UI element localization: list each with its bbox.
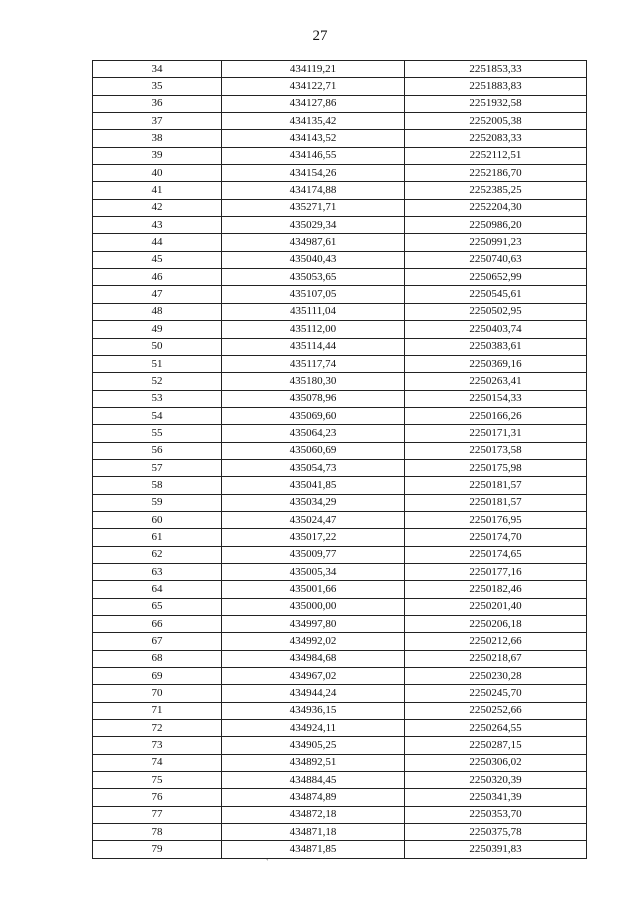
table-row <box>93 355 587 372</box>
point-number-cell: 72 <box>93 720 222 737</box>
y-coordinate-cell: 2250375,78 <box>405 824 587 841</box>
table-row <box>93 650 587 667</box>
table-row <box>93 546 587 563</box>
table-row <box>93 616 587 633</box>
x-coordinate-cell: 434987,61 <box>222 234 405 251</box>
table-row <box>93 234 587 251</box>
point-number-cell: 57 <box>93 459 222 476</box>
footer-mark: ` <box>266 858 269 867</box>
table-row <box>93 269 587 286</box>
table-row <box>93 563 587 580</box>
y-coordinate-cell: 2250502,95 <box>405 303 587 320</box>
table-row <box>93 529 587 546</box>
y-coordinate-cell: 2251883,83 <box>405 78 587 95</box>
x-coordinate-cell: 435069,60 <box>222 407 405 424</box>
point-number-cell: 46 <box>93 269 222 286</box>
point-number-cell: 43 <box>93 217 222 234</box>
point-number-cell: 55 <box>93 425 222 442</box>
y-coordinate-cell: 2250181,57 <box>405 477 587 494</box>
point-number-cell: 54 <box>93 407 222 424</box>
table-row <box>93 147 587 164</box>
x-coordinate-cell: 434874,89 <box>222 789 405 806</box>
x-coordinate-cell: 435112,00 <box>222 321 405 338</box>
x-coordinate-cell: 434174,88 <box>222 182 405 199</box>
point-number-cell: 77 <box>93 806 222 823</box>
x-coordinate-cell: 435107,05 <box>222 286 405 303</box>
y-coordinate-cell: 2250177,16 <box>405 563 587 580</box>
point-number-cell: 64 <box>93 581 222 598</box>
table-row <box>93 390 587 407</box>
point-number-cell: 75 <box>93 772 222 789</box>
y-coordinate-cell: 2250218,67 <box>405 650 587 667</box>
y-coordinate-cell: 2250353,70 <box>405 806 587 823</box>
x-coordinate-cell: 435064,23 <box>222 425 405 442</box>
table-row <box>93 754 587 771</box>
point-number-cell: 61 <box>93 529 222 546</box>
x-coordinate-cell: 434892,51 <box>222 754 405 771</box>
table-row <box>93 425 587 442</box>
point-number-cell: 68 <box>93 650 222 667</box>
y-coordinate-cell: 2251932,58 <box>405 95 587 112</box>
point-number-cell: 65 <box>93 598 222 615</box>
table-row <box>93 806 587 823</box>
y-coordinate-cell: 2250740,63 <box>405 251 587 268</box>
point-number-cell: 79 <box>93 841 222 858</box>
point-number-cell: 59 <box>93 494 222 511</box>
y-coordinate-cell: 2250263,41 <box>405 373 587 390</box>
point-number-cell: 69 <box>93 668 222 685</box>
y-coordinate-cell: 2250181,57 <box>405 494 587 511</box>
x-coordinate-cell: 435041,85 <box>222 477 405 494</box>
point-number-cell: 37 <box>93 113 222 130</box>
y-coordinate-cell: 2250391,83 <box>405 841 587 858</box>
x-coordinate-cell: 435060,69 <box>222 442 405 459</box>
x-coordinate-cell: 435029,34 <box>222 217 405 234</box>
y-coordinate-cell: 2250545,61 <box>405 286 587 303</box>
table-row <box>93 61 587 78</box>
x-coordinate-cell: 434884,45 <box>222 772 405 789</box>
table-row <box>93 824 587 841</box>
table-row <box>93 633 587 650</box>
table-row <box>93 182 587 199</box>
x-coordinate-cell: 435111,04 <box>222 303 405 320</box>
y-coordinate-cell: 2250174,65 <box>405 546 587 563</box>
y-coordinate-cell: 2250306,02 <box>405 754 587 771</box>
table-row <box>93 841 587 858</box>
point-number-cell: 56 <box>93 442 222 459</box>
y-coordinate-cell: 2250176,95 <box>405 511 587 528</box>
x-coordinate-cell: 435005,34 <box>222 563 405 580</box>
table-row <box>93 338 587 355</box>
y-coordinate-cell: 2250652,99 <box>405 269 587 286</box>
y-coordinate-cell: 2250174,70 <box>405 529 587 546</box>
table-row <box>93 737 587 754</box>
point-number-cell: 45 <box>93 251 222 268</box>
y-coordinate-cell: 2250264,55 <box>405 720 587 737</box>
table-row <box>93 286 587 303</box>
table-row <box>93 511 587 528</box>
y-coordinate-cell: 2252385,25 <box>405 182 587 199</box>
y-coordinate-cell: 2250154,33 <box>405 390 587 407</box>
point-number-cell: 35 <box>93 78 222 95</box>
x-coordinate-cell: 435114,44 <box>222 338 405 355</box>
x-coordinate-cell: 434135,42 <box>222 113 405 130</box>
table-row <box>93 217 587 234</box>
y-coordinate-cell: 2250986,20 <box>405 217 587 234</box>
table-row <box>93 685 587 702</box>
y-coordinate-cell: 2250201,40 <box>405 598 587 615</box>
table-row <box>93 165 587 182</box>
x-coordinate-cell: 435271,71 <box>222 199 405 216</box>
x-coordinate-cell: 434967,02 <box>222 668 405 685</box>
y-coordinate-cell: 2250245,70 <box>405 685 587 702</box>
y-coordinate-cell: 2250320,39 <box>405 772 587 789</box>
point-number-cell: 60 <box>93 511 222 528</box>
x-coordinate-cell: 434871,85 <box>222 841 405 858</box>
point-number-cell: 44 <box>93 234 222 251</box>
table-row <box>93 407 587 424</box>
table-row <box>93 199 587 216</box>
x-coordinate-cell: 434119,21 <box>222 61 405 78</box>
y-coordinate-cell: 2250171,31 <box>405 425 587 442</box>
y-coordinate-cell: 2252186,70 <box>405 165 587 182</box>
x-coordinate-cell: 434984,68 <box>222 650 405 667</box>
x-coordinate-cell: 435024,47 <box>222 511 405 528</box>
y-coordinate-cell: 2250230,28 <box>405 668 587 685</box>
point-number-cell: 48 <box>93 303 222 320</box>
x-coordinate-cell: 435017,22 <box>222 529 405 546</box>
x-coordinate-cell: 434872,18 <box>222 806 405 823</box>
x-coordinate-cell: 435078,96 <box>222 390 405 407</box>
x-coordinate-cell: 434997,80 <box>222 616 405 633</box>
point-number-cell: 58 <box>93 477 222 494</box>
table-row <box>93 95 587 112</box>
point-number-cell: 51 <box>93 355 222 372</box>
table-row <box>93 477 587 494</box>
table-row <box>93 442 587 459</box>
y-coordinate-cell: 2250287,15 <box>405 737 587 754</box>
x-coordinate-cell: 435180,30 <box>222 373 405 390</box>
table-row <box>93 598 587 615</box>
y-coordinate-cell: 2250175,98 <box>405 459 587 476</box>
y-coordinate-cell: 2250369,16 <box>405 355 587 372</box>
x-coordinate-cell: 434127,86 <box>222 95 405 112</box>
table-row <box>93 668 587 685</box>
point-number-cell: 39 <box>93 147 222 164</box>
x-coordinate-cell: 434936,15 <box>222 702 405 719</box>
point-number-cell: 50 <box>93 338 222 355</box>
point-number-cell: 70 <box>93 685 222 702</box>
point-number-cell: 38 <box>93 130 222 147</box>
table-row <box>93 789 587 806</box>
x-coordinate-cell: 434871,18 <box>222 824 405 841</box>
y-coordinate-cell: 2250383,61 <box>405 338 587 355</box>
x-coordinate-cell: 434122,71 <box>222 78 405 95</box>
page-number: 27 <box>312 28 328 44</box>
table-row <box>93 78 587 95</box>
x-coordinate-cell: 434992,02 <box>222 633 405 650</box>
point-number-cell: 53 <box>93 390 222 407</box>
table-row <box>93 113 587 130</box>
coordinates-table-body <box>93 61 587 859</box>
table-row <box>93 459 587 476</box>
x-coordinate-cell: 435053,65 <box>222 269 405 286</box>
point-number-cell: 78 <box>93 824 222 841</box>
point-number-cell: 41 <box>93 182 222 199</box>
point-number-cell: 34 <box>93 61 222 78</box>
point-number-cell: 42 <box>93 199 222 216</box>
x-coordinate-cell: 435054,73 <box>222 459 405 476</box>
point-number-cell: 36 <box>93 95 222 112</box>
table-row <box>93 581 587 598</box>
y-coordinate-cell: 2250212,66 <box>405 633 587 650</box>
y-coordinate-cell: 2251853,33 <box>405 61 587 78</box>
table-row <box>93 303 587 320</box>
y-coordinate-cell: 2252083,33 <box>405 130 587 147</box>
point-number-cell: 47 <box>93 286 222 303</box>
point-number-cell: 76 <box>93 789 222 806</box>
x-coordinate-cell: 435034,29 <box>222 494 405 511</box>
y-coordinate-cell: 2250173,58 <box>405 442 587 459</box>
point-number-cell: 67 <box>93 633 222 650</box>
y-coordinate-cell: 2250182,46 <box>405 581 587 598</box>
coordinates-table <box>92 60 587 859</box>
x-coordinate-cell: 434924,11 <box>222 720 405 737</box>
point-number-cell: 74 <box>93 754 222 771</box>
point-number-cell: 63 <box>93 563 222 580</box>
table-row <box>93 251 587 268</box>
x-coordinate-cell: 434944,24 <box>222 685 405 702</box>
point-number-cell: 52 <box>93 373 222 390</box>
x-coordinate-cell: 435001,66 <box>222 581 405 598</box>
x-coordinate-cell: 434146,55 <box>222 147 405 164</box>
table-row <box>93 772 587 789</box>
point-number-cell: 49 <box>93 321 222 338</box>
point-number-cell: 66 <box>93 616 222 633</box>
y-coordinate-cell: 2252112,51 <box>405 147 587 164</box>
table-row <box>93 130 587 147</box>
x-coordinate-cell: 434154,26 <box>222 165 405 182</box>
x-coordinate-cell: 435117,74 <box>222 355 405 372</box>
table-row <box>93 494 587 511</box>
table-row <box>93 321 587 338</box>
x-coordinate-cell: 434905,25 <box>222 737 405 754</box>
point-number-cell: 71 <box>93 702 222 719</box>
y-coordinate-cell: 2250403,74 <box>405 321 587 338</box>
y-coordinate-cell: 2250252,66 <box>405 702 587 719</box>
y-coordinate-cell: 2252005,38 <box>405 113 587 130</box>
y-coordinate-cell: 2250991,23 <box>405 234 587 251</box>
x-coordinate-cell: 434143,52 <box>222 130 405 147</box>
table-row <box>93 702 587 719</box>
y-coordinate-cell: 2252204,30 <box>405 199 587 216</box>
y-coordinate-cell: 2250341,39 <box>405 789 587 806</box>
table-row <box>93 720 587 737</box>
x-coordinate-cell: 435009,77 <box>222 546 405 563</box>
y-coordinate-cell: 2250206,18 <box>405 616 587 633</box>
point-number-cell: 73 <box>93 737 222 754</box>
y-coordinate-cell: 2250166,26 <box>405 407 587 424</box>
x-coordinate-cell: 435040,43 <box>222 251 405 268</box>
x-coordinate-cell: 435000,00 <box>222 598 405 615</box>
point-number-cell: 62 <box>93 546 222 563</box>
table-row <box>93 373 587 390</box>
point-number-cell: 40 <box>93 165 222 182</box>
